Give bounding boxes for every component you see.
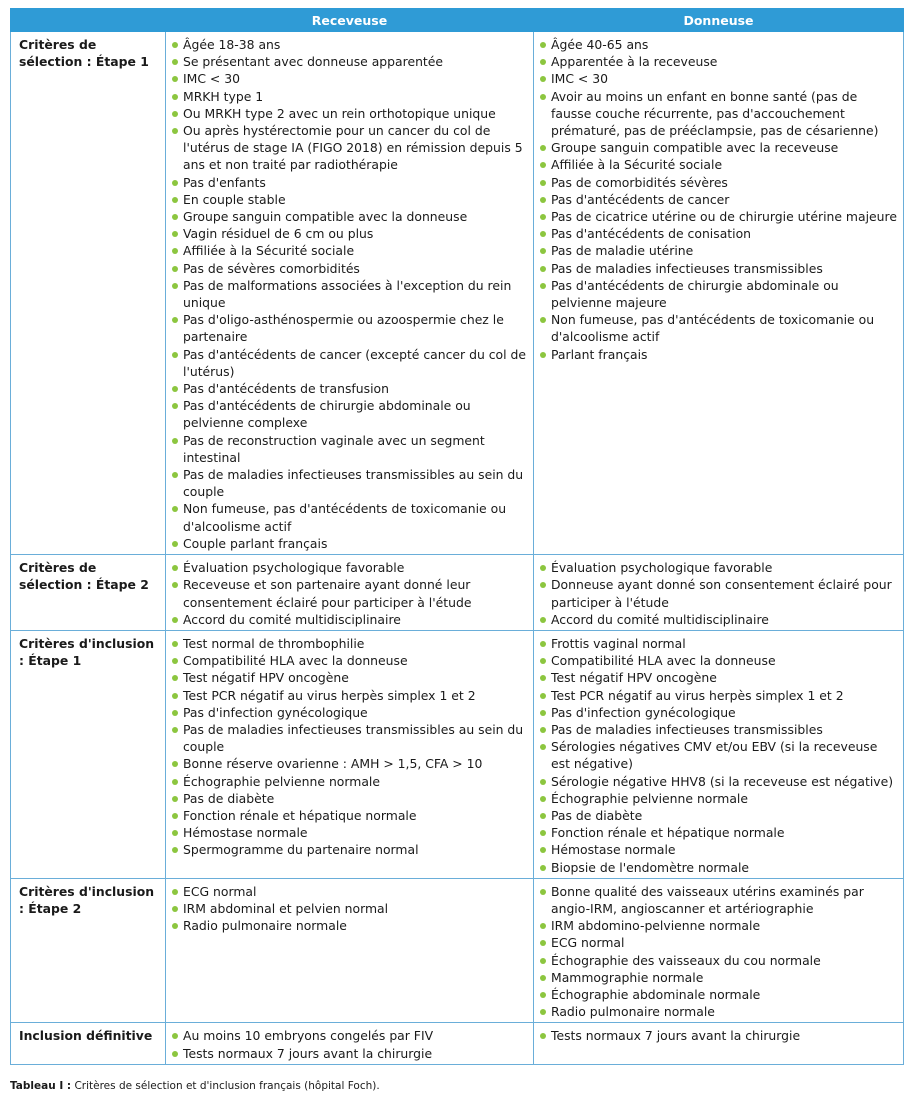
criteria-item xyxy=(540,559,899,576)
donneuse-cell xyxy=(534,555,904,631)
criteria-item xyxy=(172,687,529,704)
bullet-icon xyxy=(172,180,178,186)
criteria-item xyxy=(540,824,899,841)
bullet-icon xyxy=(540,59,546,65)
bullet-icon xyxy=(172,386,178,392)
criteria-item xyxy=(540,1027,899,1044)
donneuse-cell xyxy=(534,32,904,555)
criteria-item xyxy=(172,790,529,807)
donneuse-cell xyxy=(534,1023,904,1064)
criteria-text: Avoir au moins un enfant en bonne santé (pas de fausse couche récurrente, pas d'accouchement prématuré, pas de prééclampsie, pas de césarienne) xyxy=(551,88,879,139)
criteria-text: IMC < 30 xyxy=(551,71,609,87)
bullet-icon xyxy=(540,145,546,151)
bullet-icon xyxy=(172,128,178,134)
criteria-text: Fonction rénale et hépatique normale xyxy=(183,807,417,823)
bullet-icon xyxy=(540,710,546,716)
bullet-icon xyxy=(540,197,546,203)
row-label: Critères d'inclusion : Étape 2 xyxy=(11,878,166,1023)
criteria-text: Affiliée à la Sécurité sociale xyxy=(183,243,355,259)
bullet-icon xyxy=(540,796,546,802)
criteria-item xyxy=(540,704,899,721)
criteria-text: Échographie pelvienne normale xyxy=(183,773,380,789)
bullet-icon xyxy=(172,214,178,220)
criteria-text: Pas de maladies infectieuses transmissibles au sein du couple xyxy=(183,467,524,500)
criteria-item xyxy=(172,225,529,242)
criteria-item xyxy=(540,986,899,1003)
criteria-item xyxy=(172,721,529,755)
criteria-item xyxy=(172,105,529,122)
bullet-icon xyxy=(540,693,546,699)
bullet-icon xyxy=(540,162,546,168)
criteria-text: Échographie pelvienne normale xyxy=(551,790,748,806)
criteria-item xyxy=(172,755,529,772)
criteria-item xyxy=(172,88,529,105)
criteria-item xyxy=(172,500,529,534)
bullet-icon xyxy=(540,617,546,623)
criteria-text: Test normal de thrombophilie xyxy=(183,635,365,651)
row-label: Critères d'inclusion : Étape 1 xyxy=(11,630,166,878)
criteria-item xyxy=(172,883,529,900)
bullet-icon xyxy=(172,923,178,929)
criteria-item xyxy=(540,841,899,858)
receveuse-cell xyxy=(166,1023,534,1064)
criteria-text: MRKH type 1 xyxy=(183,88,264,104)
criteria-item xyxy=(540,311,899,345)
criteria-text: Hémostase normale xyxy=(551,842,676,858)
bullet-icon xyxy=(172,231,178,237)
criteria-text: Sérologies négatives CMV et/ou EBV (si la receveuse est négative) xyxy=(551,739,878,772)
bullet-icon xyxy=(540,658,546,664)
criteria-item xyxy=(172,635,529,652)
criteria-text: Pas d'oligo-asthénospermie ou azoospermie chez le partenaire xyxy=(183,312,504,345)
bullet-icon xyxy=(540,1033,546,1039)
bullet-icon xyxy=(540,565,546,571)
criteria-item xyxy=(172,652,529,669)
bullet-icon xyxy=(172,693,178,699)
criteria-item xyxy=(172,432,529,466)
bullet-icon xyxy=(540,958,546,964)
criteria-item xyxy=(172,53,529,70)
receveuse-cell xyxy=(166,878,534,1023)
criteria-item xyxy=(172,824,529,841)
bullet-icon xyxy=(540,1009,546,1015)
bullet-icon xyxy=(540,889,546,895)
table-header-row xyxy=(11,9,904,32)
criteria-text: En couple stable xyxy=(183,191,286,207)
criteria-item xyxy=(172,397,529,431)
receveuse-cell xyxy=(166,630,534,878)
bullet-icon xyxy=(540,744,546,750)
bullet-icon xyxy=(172,317,178,323)
criteria-text: Ou après hystérectomie pour un cancer du col de l'utérus de stage IA (FIGO 2018) en rémission depuis 5 ans et non traité par radiothérapie xyxy=(183,123,523,173)
criteria-item xyxy=(172,535,529,552)
criteria-text: Radio pulmonaire normale xyxy=(183,918,347,934)
criteria-text: Sérologie négative HHV8 (si la receveuse est négative) xyxy=(551,773,894,789)
bullet-icon xyxy=(172,283,178,289)
criteria-text: Hémostase normale xyxy=(183,825,308,841)
criteria-item xyxy=(172,36,529,53)
criteria-text: Radio pulmonaire normale xyxy=(551,1004,715,1020)
criteria-item xyxy=(172,466,529,500)
criteria-item xyxy=(540,277,899,311)
criteria-text: Pas d'antécédents de cancer xyxy=(551,191,730,207)
criteria-item xyxy=(540,139,899,156)
criteria-text: Test PCR négatif au virus herpès simplex 1 et 2 xyxy=(183,687,476,703)
criteria-item xyxy=(172,311,529,345)
bullet-icon xyxy=(172,779,178,785)
bullet-icon xyxy=(172,438,178,444)
criteria-text: Pas d'antécédents de cancer (excepté cancer du col de l'utérus) xyxy=(183,346,527,379)
bullet-icon xyxy=(540,675,546,681)
criteria-item xyxy=(540,156,899,173)
criteria-item xyxy=(540,635,899,652)
criteria-text: IRM abdomino-pelvienne normale xyxy=(551,918,761,934)
bullet-icon xyxy=(172,641,178,647)
criteria-text: Pas de maladies infectieuses transmissibles au sein du couple xyxy=(183,721,524,755)
criteria-text: Ou MRKH type 2 avec un rein orthotopique unique xyxy=(183,105,496,121)
criteria-text: Pas de maladies infectieuses transmissibles xyxy=(551,260,823,276)
criteria-text: Test PCR négatif au virus herpès simplex 1 et 2 xyxy=(551,687,844,703)
row-label: Inclusion définitive xyxy=(11,1023,166,1064)
caption-label: Tableau I : xyxy=(10,1080,72,1092)
bullet-icon xyxy=(540,42,546,48)
criteria-item xyxy=(172,1045,529,1062)
criteria-item xyxy=(540,773,899,790)
bullet-icon xyxy=(540,266,546,272)
criteria-text: IMC < 30 xyxy=(183,71,241,87)
bullet-icon xyxy=(540,317,546,323)
criteria-item xyxy=(540,242,899,259)
criteria-text: Pas de sévères comorbidités xyxy=(183,260,360,276)
bullet-icon xyxy=(172,761,178,767)
criteria-item xyxy=(172,174,529,191)
criteria-text: Tests normaux 7 jours avant la chirurgie xyxy=(183,1045,433,1061)
table-container xyxy=(10,8,903,1065)
bullet-icon xyxy=(172,541,178,547)
table-caption xyxy=(10,1080,380,1092)
criteria-text: Biopsie de l'endomètre normale xyxy=(551,859,750,875)
criteria-item xyxy=(540,70,899,87)
bullet-icon xyxy=(540,76,546,82)
receveuse-cell xyxy=(166,555,534,631)
bullet-icon xyxy=(172,403,178,409)
criteria-item xyxy=(172,70,529,87)
receveuse-criteria-list xyxy=(172,883,529,935)
bullet-icon xyxy=(172,675,178,681)
criteria-item xyxy=(540,576,899,610)
receveuse-criteria-list xyxy=(172,559,529,628)
receveuse-criteria-list xyxy=(172,36,529,552)
table-row xyxy=(11,1023,904,1064)
table-body xyxy=(11,32,904,1065)
criteria-text: Apparentée à la receveuse xyxy=(551,54,718,70)
criteria-item xyxy=(540,952,899,969)
table-row xyxy=(11,630,904,878)
bullet-icon xyxy=(540,214,546,220)
criteria-item xyxy=(540,883,899,917)
header-receveuse: Receveuse xyxy=(166,9,534,32)
criteria-text: Âgée 18-38 ans xyxy=(183,37,281,52)
criteria-text: Test négatif HPV oncogène xyxy=(551,670,717,686)
bullet-icon xyxy=(172,248,178,254)
criteria-text: Pas d'infection gynécologique xyxy=(551,704,736,720)
bullet-icon xyxy=(172,42,178,48)
criteria-text: Tests normaux 7 jours avant la chirurgie xyxy=(551,1028,801,1044)
donneuse-cell xyxy=(534,630,904,878)
criteria-text: ECG normal xyxy=(183,883,257,899)
table-row xyxy=(11,878,904,1023)
donneuse-criteria-list xyxy=(540,559,899,628)
criteria-text: Non fumeuse, pas d'antécédents de toxicomanie ou d'alcoolisme actif xyxy=(551,312,875,345)
criteria-item xyxy=(172,260,529,277)
table-row xyxy=(11,32,904,555)
receveuse-criteria-list xyxy=(172,1027,529,1061)
criteria-text: Parlant français xyxy=(551,346,648,362)
criteria-text: Affiliée à la Sécurité sociale xyxy=(551,157,723,173)
header-empty xyxy=(11,9,166,32)
row-label: Critères de sélection : Étape 2 xyxy=(11,555,166,631)
bullet-icon xyxy=(540,940,546,946)
bullet-icon xyxy=(172,830,178,836)
criteria-text: Test négatif HPV oncogène xyxy=(183,670,349,686)
criteria-text: Vagin résiduel de 6 cm ou plus xyxy=(183,226,374,242)
criteria-text: Donneuse ayant donné son consentement éclairé pour participer à l'étude xyxy=(551,577,892,610)
criteria-text: Pas de maladies infectieuses transmissibles xyxy=(551,721,823,737)
criteria-item xyxy=(172,917,529,934)
criteria-text: Échographie abdominale normale xyxy=(551,986,761,1002)
criteria-item xyxy=(540,53,899,70)
caption-text: Critères de sélection et d'inclusion français (hôpital Foch). xyxy=(71,1080,380,1092)
criteria-text: ECG normal xyxy=(551,935,625,951)
criteria-text: Couple parlant français xyxy=(183,535,328,551)
criteria-item xyxy=(172,669,529,686)
criteria-item xyxy=(172,1027,529,1044)
criteria-text: Compatibilité HLA avec la donneuse xyxy=(551,653,776,669)
criteria-item xyxy=(172,576,529,610)
criteria-text: Évaluation psychologique favorable xyxy=(551,560,773,576)
criteria-item xyxy=(540,225,899,242)
criteria-text: Pas d'antécédents de chirurgie abdominale ou pelvienne complexe xyxy=(183,398,471,431)
bullet-icon xyxy=(172,76,178,82)
criteria-item xyxy=(540,611,899,628)
criteria-text: Groupe sanguin compatible avec la receveuse xyxy=(551,140,839,156)
receveuse-cell xyxy=(166,32,534,555)
criteria-item xyxy=(540,859,899,876)
criteria-text: Bonne réserve ovarienne : AMH > 1,5, CFA > 10 xyxy=(183,756,483,772)
criteria-text: Mammographie normale xyxy=(551,969,704,985)
criteria-item xyxy=(540,721,899,738)
criteria-item xyxy=(540,260,899,277)
donneuse-cell xyxy=(534,878,904,1023)
bullet-icon xyxy=(172,727,178,733)
bullet-icon xyxy=(540,923,546,929)
bullet-icon xyxy=(172,352,178,358)
bullet-icon xyxy=(540,992,546,998)
criteria-text: Pas de maladie utérine xyxy=(551,243,694,259)
criteria-item xyxy=(540,687,899,704)
criteria-item xyxy=(172,277,529,311)
criteria-text: Pas de malformations associées à l'exception du rein unique xyxy=(183,277,512,311)
bullet-icon xyxy=(540,248,546,254)
criteria-text: Pas d'antécédents de chirurgie abdominale ou pelvienne majeure xyxy=(551,277,839,311)
bullet-icon xyxy=(172,1051,178,1057)
criteria-item xyxy=(540,36,899,53)
criteria-item xyxy=(540,1003,899,1020)
bullet-icon xyxy=(172,813,178,819)
bullet-icon xyxy=(540,352,546,358)
bullet-icon xyxy=(540,779,546,785)
criteria-text: Se présentant avec donneuse apparentée xyxy=(183,54,444,70)
table-row xyxy=(11,555,904,631)
criteria-item xyxy=(540,346,899,363)
criteria-text: Évaluation psychologique favorable xyxy=(183,560,405,576)
criteria-item xyxy=(540,934,899,951)
criteria-text: Spermogramme du partenaire normal xyxy=(183,842,419,858)
criteria-item xyxy=(540,208,899,225)
bullet-icon xyxy=(172,906,178,912)
bullet-icon xyxy=(172,847,178,853)
criteria-item xyxy=(172,611,529,628)
criteria-text: Non fumeuse, pas d'antécédents de toxicomanie ou d'alcoolisme actif xyxy=(183,501,507,534)
bullet-icon xyxy=(540,180,546,186)
criteria-text: Pas d'antécédents de transfusion xyxy=(183,381,389,397)
criteria-text: Pas de diabète xyxy=(183,790,275,806)
criteria-item xyxy=(540,917,899,934)
header-donneuse: Donneuse xyxy=(534,9,904,32)
criteria-item xyxy=(172,900,529,917)
bullet-icon xyxy=(172,111,178,117)
criteria-text: Pas de diabète xyxy=(551,807,643,823)
bullet-icon xyxy=(172,710,178,716)
criteria-item xyxy=(540,790,899,807)
criteria-text: Pas d'antécédents de conisation xyxy=(551,226,752,242)
criteria-item xyxy=(540,652,899,669)
bullet-icon xyxy=(540,231,546,237)
bullet-icon xyxy=(172,94,178,100)
criteria-text: Accord du comité multidisciplinaire xyxy=(183,611,401,627)
criteria-item xyxy=(540,969,899,986)
donneuse-criteria-list xyxy=(540,883,899,1021)
criteria-text: Pas d'enfants xyxy=(183,174,266,190)
criteria-item xyxy=(172,191,529,208)
bullet-icon xyxy=(540,582,546,588)
bullet-icon xyxy=(540,865,546,871)
bullet-icon xyxy=(540,847,546,853)
bullet-icon xyxy=(172,658,178,664)
criteria-text: Receveuse et son partenaire ayant donné leur consentement éclairé pour participer à l'étude xyxy=(183,577,472,610)
criteria-item xyxy=(172,242,529,259)
bullet-icon xyxy=(172,506,178,512)
bullet-icon xyxy=(172,472,178,478)
criteria-item xyxy=(172,841,529,858)
row-label: Critères de sélection : Étape 1 xyxy=(11,32,166,555)
criteria-item xyxy=(172,208,529,225)
donneuse-criteria-list xyxy=(540,635,899,876)
criteria-text: Âgée 40-65 ans xyxy=(551,37,649,52)
criteria-item xyxy=(172,773,529,790)
criteria-text: Pas de comorbidités sévères xyxy=(551,174,728,190)
criteria-item xyxy=(540,807,899,824)
donneuse-criteria-list xyxy=(540,36,899,363)
criteria-text: Pas de reconstruction vaginale avec un segment intestinal xyxy=(183,432,485,465)
bullet-icon xyxy=(540,283,546,289)
criteria-text: Accord du comité multidisciplinaire xyxy=(551,611,769,627)
receveuse-criteria-list xyxy=(172,635,529,859)
bullet-icon xyxy=(540,813,546,819)
bullet-icon xyxy=(540,830,546,836)
criteria-table xyxy=(10,8,904,1065)
criteria-item xyxy=(540,669,899,686)
bullet-icon xyxy=(172,617,178,623)
bullet-icon xyxy=(172,796,178,802)
bullet-icon xyxy=(540,94,546,100)
bullet-icon xyxy=(540,727,546,733)
bullet-icon xyxy=(172,565,178,571)
bullet-icon xyxy=(172,1033,178,1039)
criteria-text: Échographie des vaisseaux du cou normale xyxy=(551,952,821,968)
criteria-text: Compatibilité HLA avec la donneuse xyxy=(183,653,408,669)
criteria-text: Frottis vaginal normal xyxy=(551,635,686,651)
bullet-icon xyxy=(172,266,178,272)
bullet-icon xyxy=(540,641,546,647)
criteria-item xyxy=(540,88,899,140)
bullet-icon xyxy=(172,889,178,895)
criteria-item xyxy=(540,174,899,191)
criteria-text: Fonction rénale et hépatique normale xyxy=(551,825,785,841)
criteria-item xyxy=(540,738,899,772)
criteria-item xyxy=(172,704,529,721)
criteria-item xyxy=(172,122,529,174)
criteria-item xyxy=(172,807,529,824)
bullet-icon xyxy=(540,975,546,981)
criteria-item xyxy=(540,191,899,208)
criteria-item xyxy=(172,346,529,380)
bullet-icon xyxy=(172,197,178,203)
donneuse-criteria-list xyxy=(540,1027,899,1044)
criteria-text: Pas de cicatrice utérine ou de chirurgie utérine majeure xyxy=(551,209,897,225)
bullet-icon xyxy=(172,59,178,65)
criteria-text: Bonne qualité des vaisseaux utérins examinés par angio-IRM, angioscanner et artériographie xyxy=(551,883,864,916)
criteria-text: Pas d'infection gynécologique xyxy=(183,704,368,720)
criteria-text: Au moins 10 embryons congelés par FIV xyxy=(183,1028,434,1044)
criteria-item xyxy=(172,380,529,397)
bullet-icon xyxy=(172,582,178,588)
criteria-item xyxy=(172,559,529,576)
criteria-text: Groupe sanguin compatible avec la donneuse xyxy=(183,209,468,225)
criteria-text: IRM abdominal et pelvien normal xyxy=(183,900,389,916)
